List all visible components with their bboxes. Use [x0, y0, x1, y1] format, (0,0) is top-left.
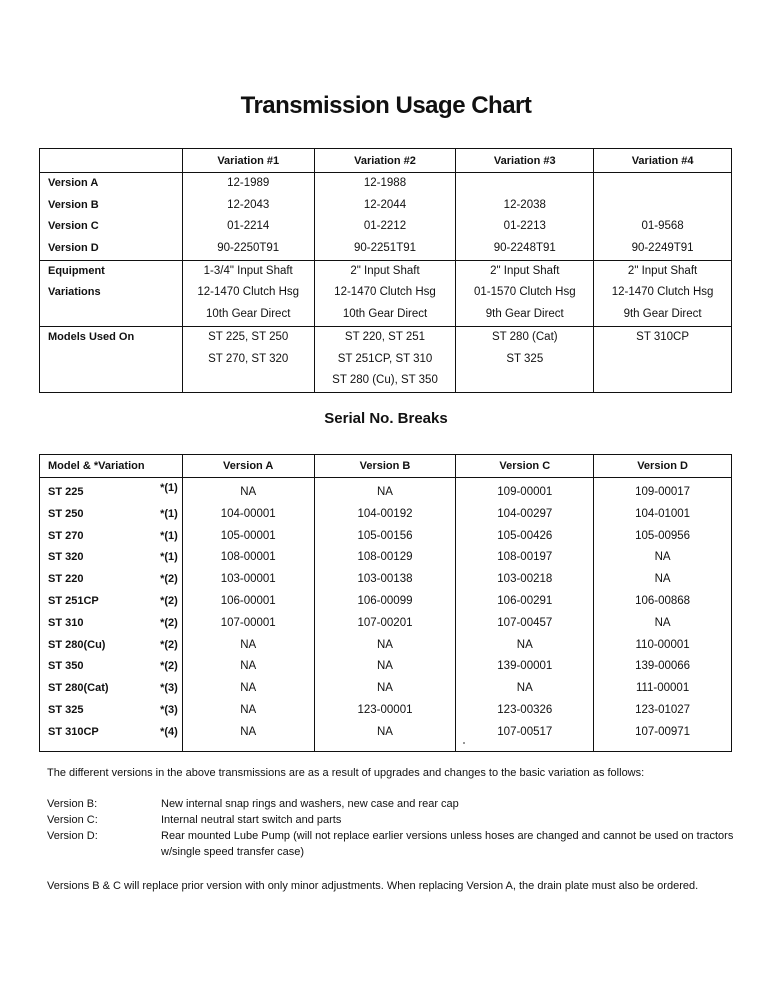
model-name: ST 310	[48, 616, 84, 629]
usage-row-label: Models Used On	[48, 330, 135, 343]
usage-cell	[456, 260, 594, 326]
usage-cell-line	[183, 370, 314, 392]
serial-cell-version-d: NA	[594, 547, 732, 569]
usage-cell-line	[456, 173, 593, 195]
serial-model-cell	[40, 504, 183, 526]
usage-group-row	[40, 173, 732, 261]
serial-row	[40, 678, 732, 700]
version-note	[47, 828, 737, 860]
serial-cell-version-b: 123-00001	[314, 700, 456, 722]
version-note	[47, 812, 737, 828]
usage-cell	[456, 326, 594, 392]
serial-row	[40, 656, 732, 678]
serial-cell-version-c: 123-00326	[456, 700, 594, 722]
usage-cell-line: 90-2249T91	[631, 242, 694, 255]
serial-cell-version-b: NA	[314, 635, 456, 657]
usage-row-label: Version C	[48, 220, 99, 233]
usage-cell	[182, 173, 314, 261]
usage-cell-line: 9th Gear Direct	[485, 308, 564, 321]
usage-header-cell: Variation #3	[456, 149, 594, 173]
model-name: ST 350	[48, 660, 84, 673]
version-note-key: Version D:	[47, 830, 98, 842]
usage-cell-line: 12-1470 Clutch Hsg	[197, 286, 300, 299]
serial-cell-version-d: NA	[594, 613, 732, 635]
serial-cell-version-c: 108-00197	[456, 547, 594, 569]
usage-header-cell: Variation #2	[314, 149, 456, 173]
usage-row-label: Version A	[48, 177, 99, 189]
serial-cell-version-a: NA	[182, 678, 314, 700]
serial-cell-version-b: NA	[314, 478, 456, 504]
usage-cell-line	[594, 370, 731, 392]
usage-group-row	[40, 260, 732, 326]
usage-row-label: Version D	[48, 242, 99, 255]
model-name: ST 225	[48, 486, 84, 498]
serial-model-cell	[40, 700, 183, 722]
version-note-desc: Rear mounted Lube Pump (will not replace earlier versions unless hoses are changed and cannot be used on tractors w/single speed transfer case)	[161, 830, 734, 858]
serial-cell-version-d: 139-00066	[594, 656, 732, 678]
usage-cell	[594, 260, 732, 326]
usage-row-labels	[40, 260, 183, 326]
model-name: ST 270	[48, 529, 84, 542]
usage-header-cell: Variation #1	[182, 149, 314, 173]
serial-cell-version-c: NA	[456, 635, 594, 657]
usage-cell-line: ST 251CP, ST 310	[337, 352, 433, 365]
serial-row	[40, 613, 732, 635]
serial-cell-version-a: 104-00001	[182, 504, 314, 526]
usage-cell	[314, 260, 456, 326]
serial-header-cell: Version A	[182, 455, 314, 478]
serial-cell-version-b: NA	[314, 678, 456, 700]
serial-cell-version-a: 107-00001	[182, 613, 314, 635]
model-variation: *(1)	[160, 482, 178, 494]
model-variation: *(3)	[160, 682, 178, 695]
usage-header-cell: Variation #4	[594, 149, 732, 173]
model-variation: *(1)	[160, 529, 178, 542]
serial-model-cell	[40, 722, 183, 751]
usage-row-label	[48, 349, 182, 371]
usage-header-row	[40, 149, 732, 173]
serial-cell-version-a: 106-00001	[182, 591, 314, 613]
usage-cell-line	[594, 173, 731, 195]
serial-cell-version-d: 111-00001	[594, 678, 732, 700]
serial-model-cell	[40, 547, 183, 569]
serial-row	[40, 635, 732, 657]
usage-cell-line: ST 280 (Cu), ST 350	[332, 374, 438, 387]
usage-row-labels	[40, 326, 183, 392]
serial-cell-version-d: 104-01001	[594, 504, 732, 526]
serial-cell-version-d: 109-00017	[594, 478, 732, 504]
serial-cell-version-b: NA	[314, 656, 456, 678]
serial-cell-version-c: 107-00457	[456, 613, 594, 635]
serial-cell-version-a: NA	[182, 478, 314, 504]
version-note	[47, 796, 737, 812]
model-variation: *(2)	[160, 638, 178, 651]
model-variation: *(2)	[160, 573, 178, 586]
usage-cell	[182, 326, 314, 392]
serial-cell-version-a: 103-00001	[182, 569, 314, 591]
version-note-key: Version B:	[47, 798, 98, 810]
usage-header-corner	[40, 149, 183, 173]
usage-row-label: Version B	[48, 198, 99, 211]
serial-cell-version-b: 103-00138	[314, 569, 456, 591]
usage-cell-line: ST 270, ST 320	[208, 352, 289, 365]
serial-breaks-table	[39, 454, 732, 752]
serial-cell-version-b: 104-00192	[314, 504, 456, 526]
usage-cell-line: ST 225, ST 250	[208, 330, 289, 343]
model-variation: *(1)	[160, 551, 178, 564]
serial-header-cell: Version C	[456, 455, 594, 478]
usage-cell-line: 01-1570 Clutch Hsg	[473, 286, 576, 299]
usage-row-label: Variations	[48, 286, 101, 299]
serial-row	[40, 700, 732, 722]
serial-cell-version-a: NA	[182, 635, 314, 657]
serial-cell-version-a: NA	[182, 656, 314, 678]
serial-row	[40, 569, 732, 591]
usage-cell-line: 90-2248T91	[493, 242, 556, 255]
usage-cell-line: 12-1988	[363, 177, 407, 189]
usage-cell	[594, 326, 732, 392]
transmission-usage-table	[39, 148, 732, 393]
serial-cell-version-c: 107-00517	[456, 722, 594, 751]
serial-cell-version-a: NA	[182, 700, 314, 722]
usage-cell-line: 01-9568	[641, 220, 684, 233]
serial-breaks-title: Serial No. Breaks	[324, 410, 448, 427]
serial-row	[40, 526, 732, 548]
usage-row-label	[48, 304, 182, 326]
usage-cell-line: 12-1470 Clutch Hsg	[611, 286, 714, 299]
usage-cell-line: 12-2038	[503, 198, 546, 211]
serial-cell-version-c: 106-00291	[456, 591, 594, 613]
serial-cell-version-c: NA	[456, 678, 594, 700]
serial-row	[40, 504, 732, 526]
serial-cell-version-a: 105-00001	[182, 526, 314, 548]
serial-cell-version-b: 106-00099	[314, 591, 456, 613]
usage-cell-line: 01-2213	[503, 220, 546, 233]
serial-cell-version-c: 105-00426	[456, 526, 594, 548]
serial-model-cell	[40, 591, 183, 613]
usage-cell-line: 10th Gear Direct	[342, 308, 428, 321]
usage-cell-line: ST 220, ST 251	[344, 330, 426, 343]
serial-model-cell	[40, 635, 183, 657]
usage-cell-line: 01-2212	[363, 220, 407, 233]
serial-cell-version-d: 105-00956	[594, 526, 732, 548]
model-name: ST 325	[48, 703, 84, 716]
model-name: ST 320	[48, 551, 84, 564]
serial-header-cell: Version D	[594, 455, 732, 478]
serial-model-cell	[40, 678, 183, 700]
notes-intro: The different versions in the above transmissions are as a result of upgrades and changes to the basic variation as follows:	[47, 767, 645, 779]
serial-header-cell: Model & *Variation	[40, 455, 183, 478]
serial-cell-version-b: NA	[314, 722, 456, 751]
serial-row	[40, 722, 732, 751]
usage-cell-line: 12-2044	[363, 198, 407, 211]
usage-cell	[594, 173, 732, 261]
model-name: ST 250	[48, 507, 84, 520]
notes-closing: Versions B & C will replace prior version with only minor adjustments. When replacing Version A, the drain plate must also be ordered.	[47, 880, 699, 892]
usage-cell-line: 12-1989	[227, 177, 270, 189]
usage-cell-line: 01-2214	[227, 220, 270, 233]
serial-cell-version-a: 108-00001	[182, 547, 314, 569]
usage-cell-line: 2" Input Shaft	[350, 264, 420, 277]
usage-cell-line: ST 325	[506, 352, 544, 365]
version-note-desc: Internal neutral start switch and parts	[161, 814, 342, 826]
usage-cell-line: 1-3/4" Input Shaft	[203, 264, 293, 277]
serial-cell-version-d: NA	[594, 569, 732, 591]
usage-cell	[314, 173, 456, 261]
model-variation: *(3)	[160, 703, 178, 716]
serial-cell-version-a: NA	[182, 722, 314, 751]
usage-cell-line	[594, 195, 731, 217]
serial-header-cell: Version B	[314, 455, 456, 478]
usage-cell-line: 2" Input Shaft	[490, 264, 560, 277]
serial-cell-version-c: 103-00218	[456, 569, 594, 591]
model-name: ST 251CP	[48, 594, 99, 607]
serial-cell-version-d: 106-00868	[594, 591, 732, 613]
usage-cell-line	[594, 349, 731, 371]
usage-cell-line: 9th Gear Direct	[623, 308, 702, 321]
model-name: ST 280(Cu)	[48, 638, 106, 651]
usage-cell-line: 12-1470 Clutch Hsg	[334, 286, 436, 299]
serial-cell-version-b: 105-00156	[314, 526, 456, 548]
serial-model-cell	[40, 569, 183, 591]
usage-cell-line: ST 310CP	[636, 330, 690, 343]
version-note-desc: New internal snap rings and washers, new case and rear cap	[161, 798, 459, 810]
usage-row-label	[48, 370, 182, 392]
model-variation: *(4)	[160, 725, 178, 738]
serial-model-cell	[40, 526, 183, 548]
model-variation: *(2)	[160, 594, 178, 607]
serial-model-cell	[40, 656, 183, 678]
stray-dot	[463, 742, 465, 744]
model-name: ST 220	[48, 573, 84, 586]
serial-cell-version-d: 123-01027	[594, 700, 732, 722]
model-variation: *(2)	[160, 660, 178, 673]
usage-cell-line: 90-2250T91	[217, 242, 280, 255]
usage-cell-line	[456, 370, 593, 392]
serial-cell-version-c: 109-00001	[456, 478, 594, 504]
serial-model-cell	[40, 478, 183, 504]
serial-header-row	[40, 455, 732, 478]
usage-cell-line: 10th Gear Direct	[206, 308, 291, 321]
serial-cell-version-c: 139-00001	[456, 656, 594, 678]
serial-row	[40, 591, 732, 613]
usage-cell	[314, 326, 456, 392]
model-variation: *(2)	[160, 616, 178, 629]
usage-cell-line: 12-2043	[227, 198, 270, 211]
serial-model-cell	[40, 613, 183, 635]
serial-cell-version-b: 108-00129	[314, 547, 456, 569]
usage-group-row	[40, 326, 732, 392]
serial-cell-version-c: 104-00297	[456, 504, 594, 526]
usage-row-label: Equipment	[48, 264, 105, 277]
serial-row	[40, 547, 732, 569]
model-name: ST 280(Cat)	[48, 682, 109, 695]
serial-row	[40, 478, 732, 504]
usage-row-labels	[40, 173, 183, 261]
usage-cell-line: ST 280 (Cat)	[491, 330, 558, 343]
version-notes-list	[47, 796, 737, 860]
serial-cell-version-d: 107-00971	[594, 722, 732, 751]
usage-cell	[182, 260, 314, 326]
model-name: ST 310CP	[48, 725, 99, 738]
usage-cell-line: 90-2251T91	[353, 242, 417, 255]
usage-cell-line: 2" Input Shaft	[627, 264, 698, 277]
model-variation: *(1)	[160, 507, 178, 520]
serial-cell-version-d: 110-00001	[594, 635, 732, 657]
page-title: Transmission Usage Chart	[240, 92, 532, 119]
usage-cell	[456, 173, 594, 261]
version-note-key: Version C:	[47, 814, 98, 826]
serial-cell-version-b: 107-00201	[314, 613, 456, 635]
